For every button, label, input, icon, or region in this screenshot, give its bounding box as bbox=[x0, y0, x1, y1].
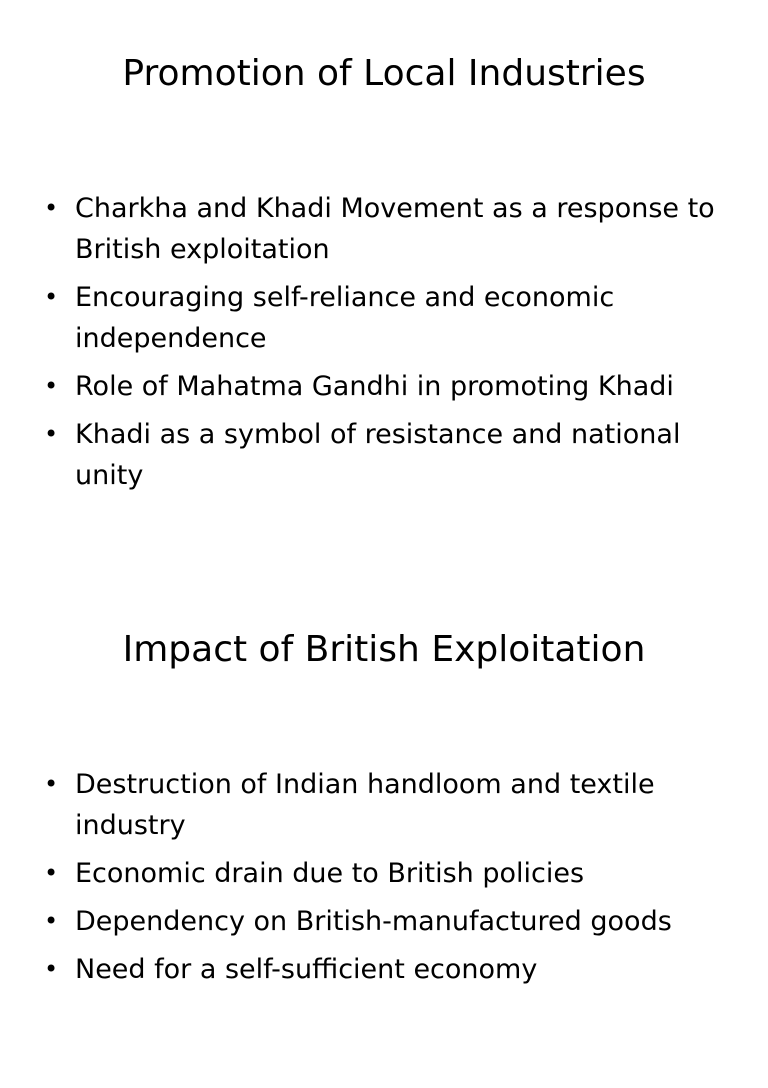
bullet-dot-icon: • bbox=[44, 194, 59, 222]
bullet-text: Charkha and Khadi Movement as a response to British exploitation bbox=[75, 193, 715, 265]
bullet-dot-icon: • bbox=[44, 283, 59, 311]
bullet-item bbox=[40, 853, 720, 894]
bullet-item bbox=[40, 949, 720, 990]
bullet-text: Role of Mahatma Gandhi in promoting Khadi bbox=[75, 371, 674, 402]
bullet-item bbox=[40, 366, 720, 407]
bullet-dot-icon: • bbox=[44, 955, 59, 983]
bullet-item bbox=[40, 764, 720, 846]
bullet-text: Economic drain due to British policies bbox=[75, 858, 585, 889]
bullet-text: Encouraging self-reliance and economic independence bbox=[75, 282, 615, 354]
slide-promotion-of-local-industries bbox=[0, 0, 768, 512]
bullet-dot-icon: • bbox=[44, 770, 59, 798]
bullet-text: Dependency on British-manufactured goods bbox=[75, 906, 672, 937]
slide-impact-of-british-exploitation bbox=[0, 576, 768, 1088]
bullet-text: Need for a self-sufficient economy bbox=[75, 954, 538, 985]
bullet-dot-icon: • bbox=[44, 907, 59, 935]
bullet-text: Destruction of Indian handloom and textile industry bbox=[75, 769, 655, 841]
slide-title: Impact of British Exploitation bbox=[122, 629, 646, 670]
bullet-dot-icon: • bbox=[44, 372, 59, 400]
bullet-item bbox=[40, 188, 720, 270]
bullet-dot-icon: • bbox=[44, 420, 59, 448]
bullet-item bbox=[40, 414, 720, 496]
bullet-list bbox=[40, 764, 720, 997]
bullet-text: Khadi as a symbol of resistance and national unity bbox=[75, 419, 681, 491]
slide-title: Promotion of Local Industries bbox=[122, 53, 646, 94]
bullet-item bbox=[40, 901, 720, 942]
bullet-item bbox=[40, 277, 720, 359]
bullet-list bbox=[40, 188, 720, 503]
bullet-dot-icon: • bbox=[44, 859, 59, 887]
